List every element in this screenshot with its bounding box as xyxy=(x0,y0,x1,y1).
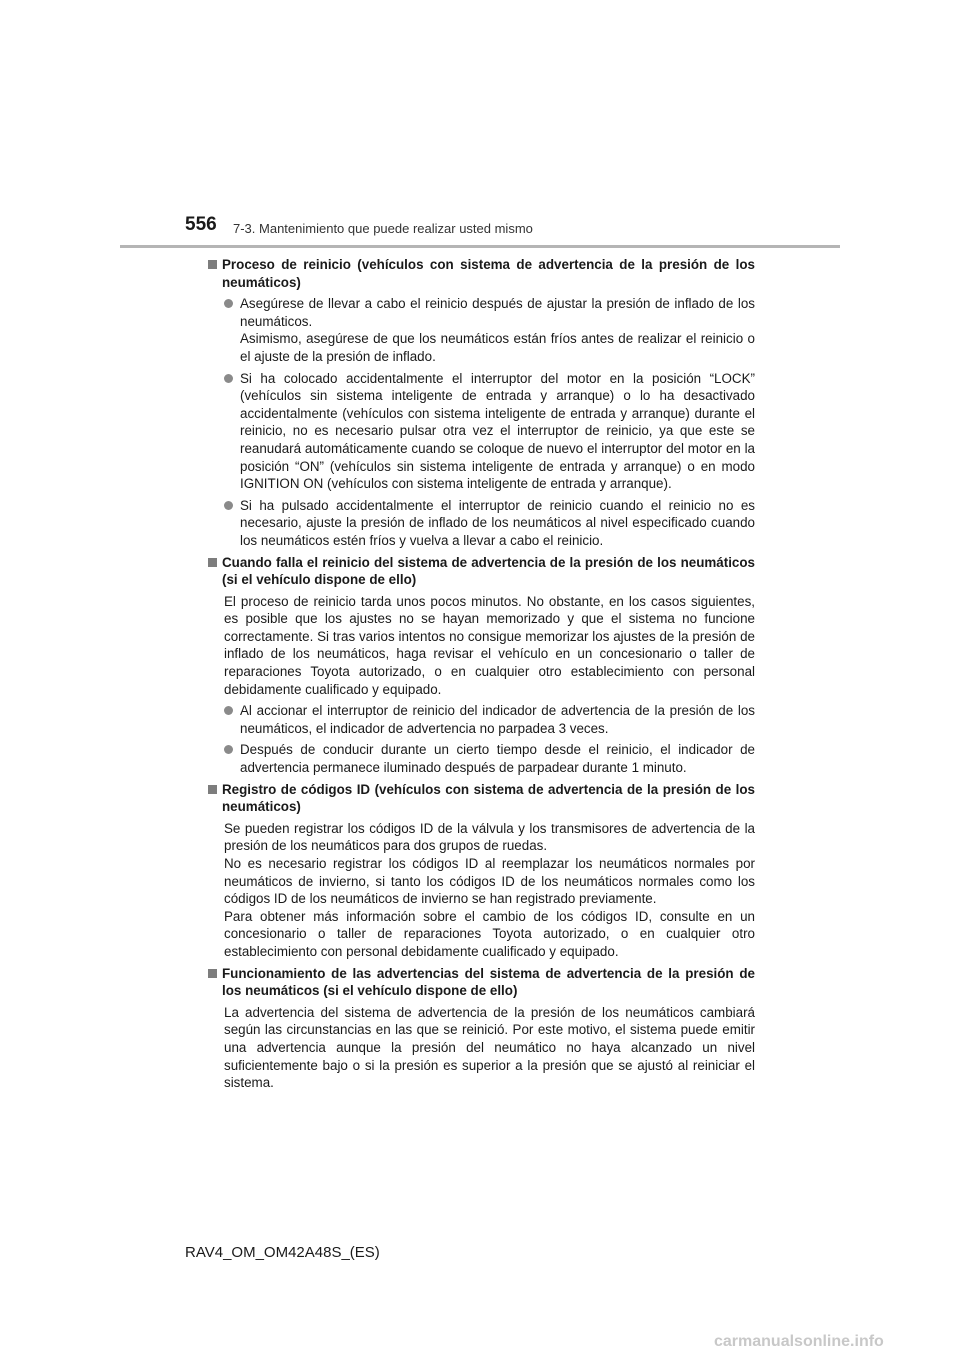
section-paragraph: Se pueden registrar los códigos ID de la válvula y los transmisores de advertencia de la presión de los neumáticos para dos grupos de ruedas. No es necesario registrar los códigos ID al reemplazar los neumáticos normales por neumáticos de invierno, si tanto los códigos ID de los neumáticos normales como los códigos ID de los neumáticos de invierno se han registrado previamente. Para obtener más información sobre el cambio de los códigos ID, consulte en un concesionario o taller de reparaciones Toyota autorizado, o en cualquier otro establecimiento con personal debidamente cualificado y equipado. xyxy=(224,820,755,959)
section-warnings-operation xyxy=(208,965,755,1092)
section-paragraph: La advertencia del sistema de advertencia de la presión de los neumáticos cambiará según las circunstancias en las que se reinició. Por este motivo, el sistema puede emitir una advertencia aunque la presión del neumático no haya alcanzado un nivel suficientemente bajo o si la presión es superior a la presión que se ajustó al reiniciar el sistema. xyxy=(224,1004,755,1091)
section-title: 7-3. Mantenimiento que puede realizar usted mismo xyxy=(233,221,533,236)
header-divider xyxy=(120,245,840,248)
section-heading xyxy=(208,554,755,589)
circle-bullet-icon xyxy=(224,501,233,510)
list-item-text: Al accionar el interruptor de reinicio del indicador de advertencia de la presión de los neumáticos, el indicador de advertencia no parpadea 3 veces. xyxy=(240,703,755,736)
heading-text: Cuando falla el reinicio del sistema de advertencia de la presión de los neumáticos (si el vehículo dispone de ello) xyxy=(222,554,755,588)
list-item xyxy=(208,295,755,365)
section-heading xyxy=(208,781,755,816)
circle-bullet-icon xyxy=(224,374,233,383)
heading-text: Registro de códigos ID (vehículos con sistema de advertencia de la presión de los neumáticos) xyxy=(222,781,755,815)
list-item-text: Si ha colocado accidentalmente el interruptor del motor en la posición “LOCK” (vehículos sin sistema inteligente de entrada y arranque) o lo ha desactivado accidentalmente (vehículos con sistema inteligente de entrada y arranque) durante el reinicio, no es necesario pulsar otra vez el interruptor de reinicio, ya que este se reanudará automáticamente cuando se coloque de nuevo el interruptor del motor en la posición “ON” (vehículos sin sistema inteligente de entrada y arranque) o en modo IGNITION ON (vehículos con sistema inteligente de entrada y arranque). xyxy=(240,370,755,492)
circle-bullet-icon xyxy=(224,706,233,715)
section-id-codes xyxy=(208,781,755,961)
square-bullet-icon xyxy=(208,969,217,978)
list-item-text: Asegúrese de llevar a cabo el reinicio después de ajustar la presión de inflado de los neumáticos. Asimismo, asegúrese de que los neumáticos están fríos antes de realizar el reinicio o el ajuste de la presión de inflado. xyxy=(240,296,755,364)
heading-text: Funcionamiento de las advertencias del sistema de advertencia de la presión de los neumáticos (si el vehículo dispone de ello) xyxy=(222,965,755,999)
square-bullet-icon xyxy=(208,785,217,794)
list-item xyxy=(208,741,755,776)
section-paragraph: El proceso de reinicio tarda unos pocos minutos. No obstante, en los casos siguientes, es posible que los ajustes no se hayan memorizado y que el sistema no funcione correctamente. Si tras varios intentos no consigue memorizar los ajustes de la presión de inflado de los neumáticos, haga revisar el vehículo en un concesionario o taller de reparaciones Toyota autorizado, o en cualquier otro establecimiento con personal debidamente cualificado y equipado. xyxy=(224,593,755,697)
circle-bullet-icon xyxy=(224,745,233,754)
section-reset-failure xyxy=(208,554,755,777)
square-bullet-icon xyxy=(208,558,217,567)
list-item xyxy=(208,370,755,493)
page-number: 556 xyxy=(185,214,217,235)
section-heading xyxy=(208,965,755,1000)
list-item-text: Después de conducir durante un cierto tiempo desde el reinicio, el indicador de advertencia permanece iluminado después de parpadear durante 1 minuto. xyxy=(240,742,755,776)
section-reset-process xyxy=(208,256,755,550)
list-item-text: Si ha pulsado accidentalmente el interruptor de reinicio cuando el reinicio no es necesario, ajuste la presión de inflado de los neumáticos al nivel especificado cuando los neumáticos estén fríos y vuelva a llevar a cabo el reinicio. xyxy=(240,497,755,548)
page-content xyxy=(208,256,755,1096)
circle-bullet-icon xyxy=(224,299,233,308)
watermark: carmanualsonline.info xyxy=(714,1333,884,1350)
footer-document-code: RAV4_OM_OM42A48S_(ES) xyxy=(185,1244,380,1261)
section-heading xyxy=(208,256,755,291)
list-item xyxy=(208,702,755,737)
heading-text: Proceso de reinicio (vehículos con sistema de advertencia de la presión de los neumáticos) xyxy=(222,257,755,290)
square-bullet-icon xyxy=(208,260,217,269)
list-item xyxy=(208,497,755,550)
